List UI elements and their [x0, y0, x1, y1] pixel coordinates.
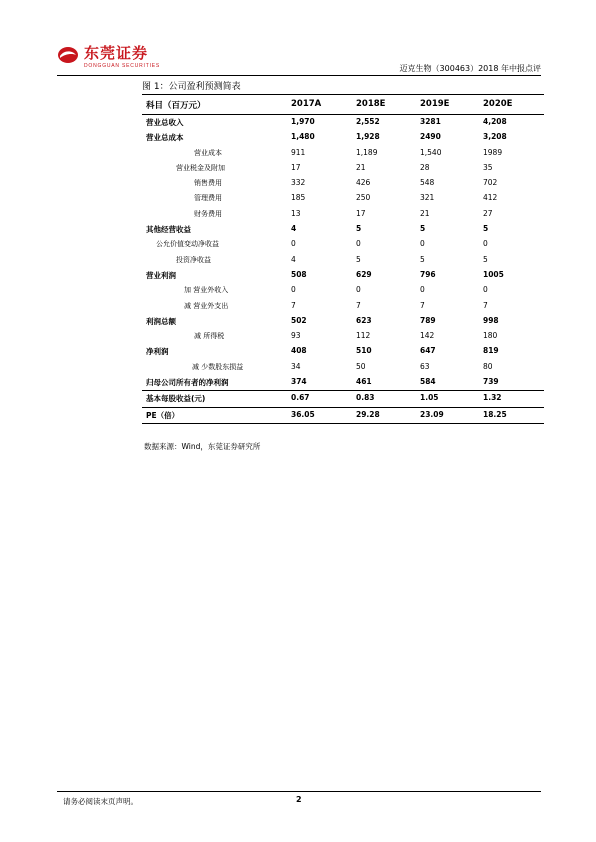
cell-value: 412: [483, 193, 498, 203]
cell-value: 35: [483, 162, 493, 172]
row-label: 营业成本: [194, 148, 222, 157]
table-row: [142, 146, 544, 161]
cell-value: 0: [291, 285, 296, 295]
table-row: [142, 329, 544, 344]
cell-value: 36.05: [291, 409, 315, 419]
cell-value: 629: [356, 269, 372, 279]
header-cell-2020e: 2020E: [483, 99, 513, 109]
row-label: PE（倍）: [146, 410, 180, 420]
cell-value: 5: [420, 254, 425, 264]
cell-value: 112: [356, 331, 371, 341]
cell-value: 21: [356, 162, 366, 172]
cell-value: 5: [483, 254, 488, 264]
forecast-table: [142, 94, 544, 424]
cell-value: 7: [291, 300, 296, 310]
logo-subtext: DONGGUAN SECURITIES: [84, 63, 161, 69]
cell-value: 4: [291, 254, 296, 264]
cell-value: 702: [483, 178, 498, 188]
table-row: [142, 253, 544, 268]
cell-value: 5: [356, 224, 362, 234]
data-source-note: 数据来源：Wind，东莞证券研究所: [144, 442, 261, 451]
cell-value: 185: [291, 193, 306, 203]
cell-value: 250: [356, 193, 371, 203]
row-label: 公允价值变动净收益: [156, 240, 219, 249]
logo-mark-icon: [57, 46, 79, 64]
table-row: [142, 407, 544, 424]
cell-value: 13: [291, 208, 301, 218]
cell-value: 502: [291, 315, 307, 325]
cell-value: 0: [483, 285, 488, 295]
cell-value: 93: [291, 331, 301, 341]
cell-value: 0: [356, 285, 361, 295]
table-row: [142, 314, 544, 329]
table-row: [142, 191, 544, 206]
row-label: 减 所得税: [194, 332, 225, 341]
cell-value: 63: [420, 361, 430, 371]
cell-value: 28: [420, 162, 430, 172]
cell-value: 3,208: [483, 132, 507, 142]
cell-value: 1989: [483, 147, 503, 157]
cell-value: 374: [291, 377, 307, 387]
row-label: 净利润: [146, 347, 169, 357]
cell-value: 1,928: [356, 132, 380, 142]
cell-value: 321: [420, 193, 435, 203]
table-row: [142, 115, 544, 130]
row-label: 营业税金及附加: [176, 163, 225, 172]
table-row: [142, 222, 544, 237]
company-logo: [57, 42, 197, 72]
row-label: 营业利润: [146, 270, 176, 280]
cell-value: 5: [420, 224, 426, 234]
row-label: 营业总收入: [146, 118, 184, 127]
cell-value: 2,552: [356, 117, 380, 126]
cell-value: 50: [356, 361, 366, 371]
cell-value: 796: [420, 269, 436, 279]
cell-value: 27: [483, 208, 493, 218]
table-row: [142, 390, 544, 406]
cell-value: 23.09: [420, 409, 444, 419]
cell-value: 548: [420, 178, 435, 188]
row-label: 投资净收益: [176, 255, 211, 264]
report-title: 迈克生物（300463）2018 年中报点评: [399, 64, 541, 73]
cell-value: 998: [483, 315, 499, 325]
cell-value: 17: [291, 162, 301, 172]
row-label: 归母公司所有者的净利润: [146, 378, 229, 388]
cell-value: 29.28: [356, 409, 380, 419]
cell-value: 647: [420, 346, 436, 356]
footer-divider: [57, 791, 541, 792]
table-row: [142, 360, 544, 375]
page-header: [57, 40, 541, 76]
cell-value: 5: [356, 254, 361, 264]
figure-title: 图 1：公司盈利预测简表: [142, 82, 241, 92]
table-header-row: [142, 94, 544, 115]
row-label: 基本每股收益(元): [146, 394, 206, 404]
header-cell-2019e: 2019E: [420, 99, 450, 109]
row-label: 管理费用: [194, 194, 222, 203]
table-row: [142, 161, 544, 176]
row-label: 减 少数股东损益: [192, 362, 244, 371]
disclaimer-note: 请务必阅读末页声明。: [63, 797, 138, 806]
cell-value: 7: [356, 300, 361, 310]
cell-value: 1,189: [356, 147, 378, 157]
cell-value: 180: [483, 331, 498, 341]
header-divider: [57, 75, 541, 76]
cell-value: 0: [420, 285, 425, 295]
cell-value: 789: [420, 315, 436, 325]
cell-value: 1,970: [291, 117, 315, 126]
cell-value: 80: [483, 361, 493, 371]
cell-value: 1,540: [420, 147, 442, 157]
table-row: [142, 268, 544, 283]
cell-value: 332: [291, 178, 306, 188]
row-label: 其他经营收益: [146, 225, 191, 235]
row-label: 财务费用: [194, 209, 222, 218]
cell-value: 508: [291, 269, 307, 279]
cell-value: 5: [483, 224, 489, 234]
row-label: 减 营业外支出: [184, 301, 229, 310]
table-row: [142, 375, 544, 390]
cell-value: 0: [356, 239, 361, 249]
cell-value: 17: [356, 208, 366, 218]
table-row: [142, 237, 544, 252]
cell-value: 584: [420, 377, 436, 387]
cell-value: 1,480: [291, 132, 315, 142]
cell-value: 18.25: [483, 409, 507, 419]
cell-value: 4: [291, 224, 297, 234]
cell-value: 739: [483, 377, 499, 387]
cell-value: 0: [483, 239, 488, 249]
table-row: [142, 207, 544, 222]
cell-value: 911: [291, 147, 306, 157]
header-cell-item: 科目（百万元）: [146, 101, 206, 111]
cell-value: 142: [420, 331, 435, 341]
cell-value: 408: [291, 346, 307, 356]
cell-value: 2490: [420, 132, 441, 142]
cell-value: 1005: [483, 269, 504, 279]
cell-value: 0: [420, 239, 425, 249]
cell-value: 3281: [420, 117, 441, 126]
cell-value: 1.05: [420, 393, 439, 403]
cell-value: 0.83: [356, 393, 375, 403]
page-number: 2: [296, 795, 302, 804]
table-row: [142, 130, 544, 145]
cell-value: 7: [483, 300, 488, 310]
cell-value: 34: [291, 361, 301, 371]
table-row: [142, 283, 544, 298]
cell-value: 819: [483, 346, 499, 356]
row-label: 利润总额: [146, 316, 176, 326]
cell-value: 1.32: [483, 393, 502, 403]
table-row: [142, 299, 544, 314]
cell-value: 510: [356, 346, 372, 356]
cell-value: 21: [420, 208, 430, 218]
table-row: [142, 344, 544, 359]
logo-text: 东莞证券: [84, 44, 149, 62]
header-cell-2017a: 2017A: [291, 99, 322, 109]
row-label: 营业总成本: [146, 133, 184, 143]
cell-value: 0: [291, 239, 296, 249]
cell-value: 4,208: [483, 117, 507, 126]
cell-value: 461: [356, 377, 372, 387]
cell-value: 0.67: [291, 393, 310, 403]
cell-value: 7: [420, 300, 425, 310]
row-label: 销售费用: [194, 179, 222, 188]
header-cell-2018e: 2018E: [356, 99, 386, 109]
row-label: 加 营业外收入: [184, 286, 229, 295]
cell-value: 426: [356, 178, 371, 188]
table-row: [142, 176, 544, 191]
cell-value: 623: [356, 315, 372, 325]
